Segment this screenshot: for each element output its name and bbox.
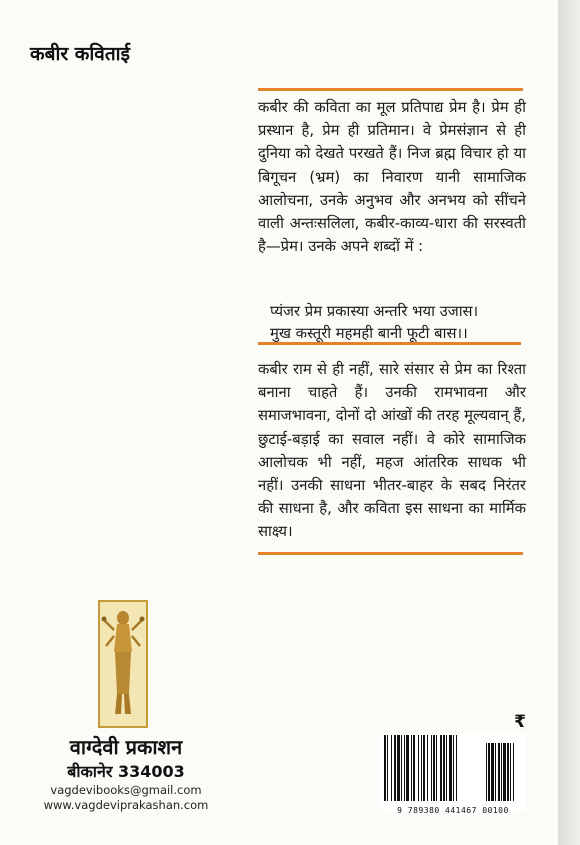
publisher-city: बीकानेर 334003	[67, 762, 185, 781]
barcode-icon	[380, 733, 526, 811]
publisher-email: vagdevibooks@gmail.com	[50, 783, 202, 797]
isbn-text: 9 789380 441467 00100	[397, 806, 509, 815]
couplet-line-2: मुख कस्तूरी महमही बानी फूटी बास।।	[270, 325, 468, 342]
bottom-divider	[258, 552, 523, 555]
publisher-website: www.vagdeviprakashan.com	[43, 798, 209, 812]
blurb-paragraph-1: कबीर की कविता का मूल प्रतिपाद्य प्रेम है। प्रेम ही प्रस्थान है, प्रेम ही प्रतिमान। वे प्रेमसंज्ञान से ही दुनिया को देखते परखते हैं। निज ब्रह्म विचार हो या बिगूचन (भ्रम) का निवारण यानी सामाजिक आलोचना, उनके अनुभव और अनभय को सींचने वाली अन्तःसलिला, कबीर-काव्य-धारा की सरस्वती है—प्रेम। उनके अपने शब्दों में :	[258, 99, 526, 256]
publisher-name: वाग्देवी प्रकाशन	[69, 735, 183, 759]
price-label: ₹	[514, 712, 526, 732]
couplet-line-1: प्यंजर प्रेम प्रकास्या अन्तरि भया उजास।	[270, 303, 479, 320]
blurb-paragraph-2: कबीर राम से ही नहीं, सारे संसार से प्रेम का रिश्ता बनाना चाहते हैं। उनकी रामभावना और समाजभावना, दोनों दो आंखों की तरह मूल्यवान् हैं, छुटाई-बड़ाई का सवाल नहीं। वे कोरे सामाजिक आलोचक भी नहीं, महज आंतरिक साधक भी नहीं। उनकी साधना भीतर-बाहर के सबद निरंतर की साधना है, और कविता इस साधना का मार्मिक साक्ष्य।	[258, 361, 526, 541]
top-divider	[258, 88, 523, 91]
middle-divider	[258, 342, 521, 345]
series-title: कबीर कविताई	[30, 43, 130, 65]
goddess-figure-icon	[98, 600, 148, 728]
page-edge	[558, 0, 580, 845]
